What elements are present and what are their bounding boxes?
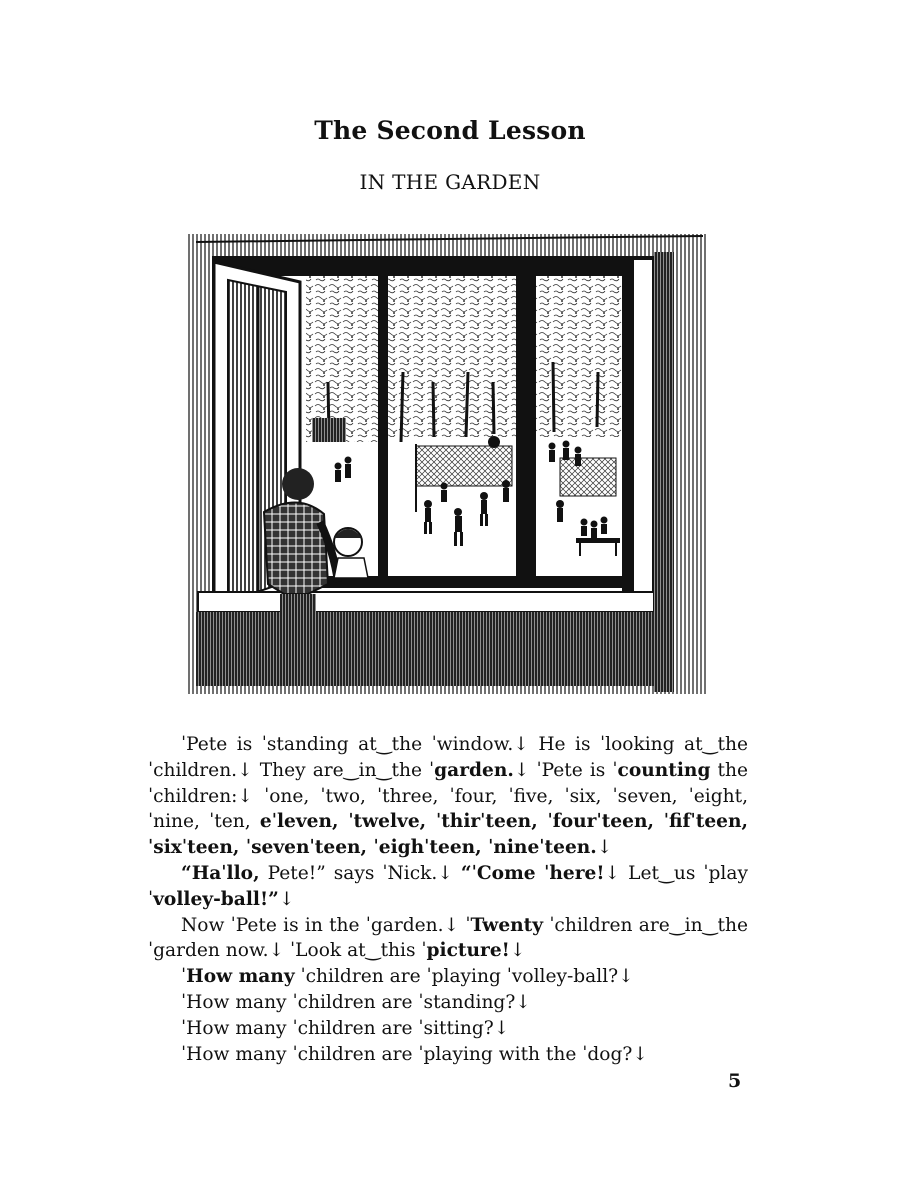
paragraph: Now ˈPete is in the ˈgarden.↓ ˈTwenty ˈchildren are‿in‿the ˈgarden now.↓ ˈLook at‿this ˈpicture!↓ [148, 914, 748, 962]
window-illustration [188, 222, 708, 694]
lesson-text [148, 732, 748, 1067]
paragraph: ˈHow many ˈchildren are ˈplaying ˈvolley-ball?↓ [181, 966, 634, 988]
paragraph: “Haˈllo, Pete!” says ˈNick.↓ “ˈCome ˈhere!↓ Let‿us ˈplay ˈvolley-ball!”↓ [148, 862, 748, 910]
paragraph: ˈPete is ˈstanding at‿the ˈwindow.↓ He is ˈlooking at‿the ˈchildren.↓ They are‿in‿the ˈgarden.↓ ˈPete is ˈcounting the ˈchildren:↓ ˈone, ˈtwo, ˈthree, ˈfour, ˈfive, ˈsix, ˈseven, ˈeight, ˈnine, ˈten, eˈleven, ˈtwelve, ˈthirˈteen, ˈfourˈteen, ˈfifˈteen, ˈsixˈteen, ˈsevenˈteen, ˈeighˈteen, ˈnineˈteen.↓ [148, 734, 749, 859]
paragraph: ˈHow many ˈchildren are ˈsitting?↓ [181, 1017, 510, 1039]
lesson-title: The Second Lesson [314, 116, 586, 145]
lesson-subtitle: IN THE GARDEN [359, 170, 541, 194]
page-number: 5 [728, 1070, 742, 1092]
paragraph: ˈHow many ˈchildren are ˈstanding?↓ [181, 991, 531, 1013]
paragraph: ˈHow many ˈchildren are ˈplaying with the ˈdog?↓ [181, 1043, 648, 1065]
